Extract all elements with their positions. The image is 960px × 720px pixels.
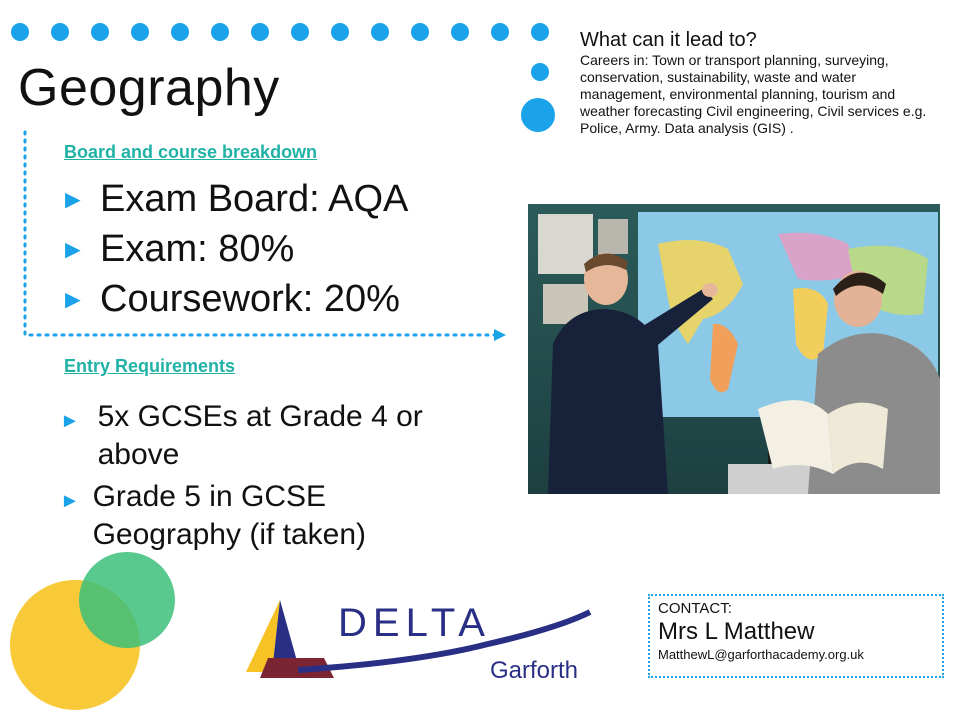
list-item-text: Coursework: 20% <box>100 278 400 320</box>
triangle-bullet-icon: ► <box>60 410 80 432</box>
logo-word: DELTA <box>338 601 491 645</box>
list-item <box>60 398 480 474</box>
careers-text: Careers in: Town or transport planning, surveying, conservation, sustainability, waste and water management, environmental planning, tourism and weather forecasting Civil engineering, Civil services e.g. Police, Army. Data analysis (GIS) . <box>580 52 927 136</box>
entry-list <box>60 398 480 558</box>
list-item <box>60 478 480 554</box>
careers-heading: What can it lead to? <box>580 29 757 51</box>
board-section-heading[interactable]: Board and course breakdown <box>64 142 318 162</box>
page-title: Geography <box>18 59 280 117</box>
board-list <box>60 174 408 324</box>
triangle-bullet-icon: ► <box>60 490 80 512</box>
list-item-text: Exam Board: AQA <box>100 178 409 220</box>
triangle-bullet-icon: ► <box>60 184 86 214</box>
careers-box <box>580 28 940 137</box>
contact-box <box>648 594 944 678</box>
contact-email[interactable]: MatthewL@garforthacademy.org.uk <box>658 647 864 662</box>
logo-subtitle: Garforth <box>490 657 579 684</box>
entry-section-heading[interactable]: Entry Requirements <box>64 356 236 376</box>
list-item <box>60 174 408 224</box>
contact-label: CONTACT: <box>658 600 732 617</box>
list-item <box>60 274 408 324</box>
triangle-bullet-icon: ► <box>60 284 86 314</box>
list-item-text: 5x GCSEs at Grade 4 or above <box>97 400 423 471</box>
list-item-text: Grade 5 in GCSE Geography (if taken) <box>92 480 367 551</box>
list-item <box>60 224 408 274</box>
delta-logo <box>238 592 598 688</box>
contact-name: Mrs L Matthew <box>658 618 815 645</box>
list-item-text: Exam: 80% <box>100 228 295 270</box>
classroom-photo <box>528 204 940 494</box>
triangle-bullet-icon: ► <box>60 234 86 264</box>
